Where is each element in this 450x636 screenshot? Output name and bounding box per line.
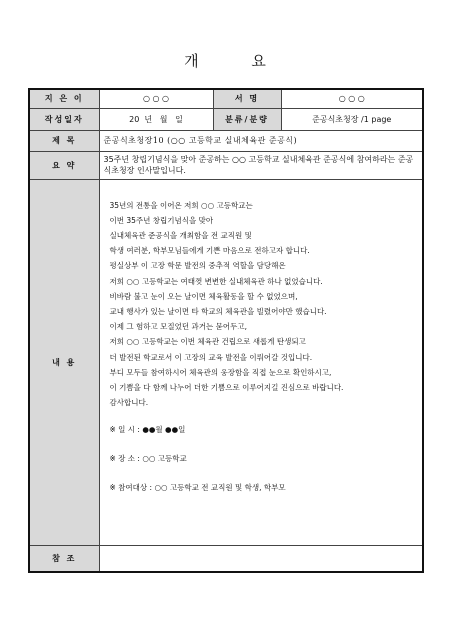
category-label: 분류/분량: [213, 108, 281, 130]
content-line: 비바람 불고 눈이 오는 날이면 체육활동을 할 수 없었으며,: [109, 291, 298, 301]
content-line: 부디 모두들 참여하시어 체육관의 웅장함을 직접 눈으로 확인하시고,: [109, 367, 332, 377]
content-line: 이 기쁨을 다 함께 나누어 더한 기쁨으로 이루어지길 진심으로 바랍니다.: [109, 382, 344, 392]
event-place-note: ※ 장 소 : ○○ 고등학교: [109, 454, 187, 464]
content-line: 저희 ○○ 고등학교는 이번 체육관 건립으로 새롭게 탄생되고: [109, 337, 306, 347]
summary-value: 35주년 창립기념식을 맞아 준공하는 ○○ 고등학교 실내체육관 준공식에 참여하라는 준공식초청장 인사말입니다.: [99, 151, 423, 179]
signature-value: ○ ○ ○: [281, 89, 423, 108]
writer-value: ○ ○ ○: [99, 89, 213, 108]
subject-label: 제 목: [29, 130, 99, 151]
content-line: 더 발전된 학교로서 이 고장의 교육 발전을 이뤄어갈 것입니다.: [109, 352, 313, 362]
content-line: 실내체육관 준공식을 개최함을 전 교직원 및: [109, 230, 252, 240]
event-date-note: ※ 일 시 : ●●월 ●●일: [109, 425, 186, 435]
reference-label: 참 조: [29, 545, 99, 572]
content-line: 평실상부 이 고장 학문 발전의 중추적 역할을 담당해온: [109, 261, 286, 271]
content-line: 이제 그 험하고 모질었던 과거는 묻어두고,: [109, 322, 247, 332]
content-label: 내 용: [29, 179, 99, 545]
summary-form: [28, 88, 424, 573]
category-value: 준공식초청장 /1 page: [281, 108, 423, 130]
attendees-note: ※ 참여대상 : ○○ 고등학교 전 교직원 및 학생, 학부모: [109, 483, 286, 493]
subject-value: 준공식초청장10 (○○ 고등학교 실내체육관 준공식): [99, 130, 423, 151]
content-line: 감사합니다.: [109, 398, 149, 408]
content-line: 교내 행사가 있는 날이면 타 학교의 체육관을 빌렸어야만 했습니다.: [109, 306, 327, 316]
summary-label: 요 약: [29, 151, 99, 179]
signature-label: 서 명: [213, 89, 281, 108]
content-line: 35년의 전통을 이어온 저희 ○○ 고등학교는: [109, 200, 253, 210]
reference-value: [99, 545, 423, 572]
date-label: 작성일자: [29, 108, 99, 130]
document-title: 개 요: [184, 52, 290, 70]
date-value: 20 년 월 일: [99, 108, 213, 130]
writer-label: 지 은 이: [29, 89, 99, 108]
content-body: [99, 179, 423, 545]
content-line: 이번 35주년 창립기념식을 맞아: [109, 215, 214, 225]
content-line: 학생 여러분, 학부모님들에게 기쁜 마음으로 전하고자 합니다.: [109, 246, 310, 256]
content-line: 저희 ○○ 고등학교는 여태껏 변변한 실내체육관 하나 없었습니다.: [109, 276, 323, 286]
